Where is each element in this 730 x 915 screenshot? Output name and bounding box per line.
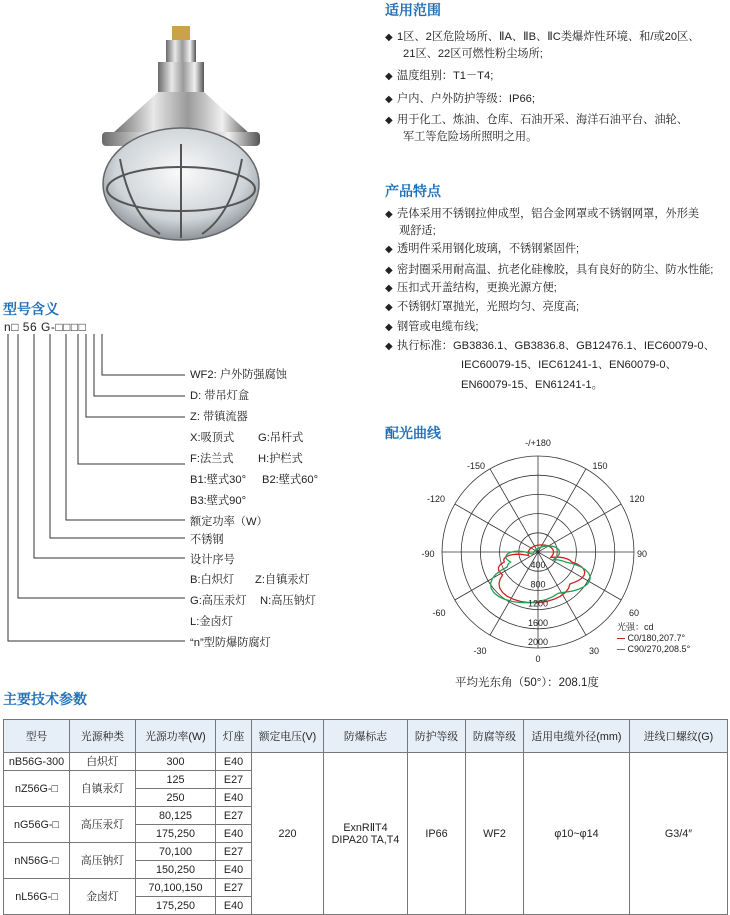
model-label-d: D: 带吊灯盒 <box>190 390 250 402</box>
angle-label: -150 <box>466 461 486 471</box>
model-title: 型号含义 <box>3 301 59 317</box>
radial-label: 2000 <box>527 637 549 647</box>
cell-source: 高压钠灯 <box>70 843 136 879</box>
feature-item-cont: 观舒适; <box>399 225 436 237</box>
feature-item-cont: IEC60079-15、IEC61241-1、EN60079-0、 <box>461 359 677 371</box>
angle-label: 120 <box>629 494 645 504</box>
model-label-f: F:法兰式 <box>190 453 234 465</box>
model-label-g: G:吊杆式 <box>258 432 304 444</box>
applicability-title: 适用范围 <box>385 2 441 18</box>
cell-base: E27 <box>216 879 252 897</box>
model-label-wf2: WF2: 户外防强腐蚀 <box>190 369 287 381</box>
curve-legend <box>617 622 690 655</box>
cell-model: nL56G-□ <box>4 879 70 915</box>
th-voltage: 额定电压(V) <box>252 720 324 753</box>
cell-anticorrosion: WF2 <box>466 753 524 915</box>
th-source: 光源种类 <box>70 720 136 753</box>
angle-label: 30 <box>588 646 600 656</box>
feature-item: ◆ 压扣式开盖结构，更换光源方便; <box>385 282 557 294</box>
cell-source: 金卤灯 <box>70 879 136 915</box>
radial-label: 1200 <box>527 598 549 609</box>
model-label-l: L:金卤灯 <box>190 616 233 628</box>
angle-label: 60 <box>628 608 640 618</box>
angle-label: -/+180 <box>525 438 551 448</box>
cell-power: 125 <box>136 771 216 789</box>
features-title: 产品特点 <box>385 183 441 199</box>
cell-source: 高压汞灯 <box>70 807 136 843</box>
cell-cable: φ10~φ14 <box>524 753 630 915</box>
model-code <box>4 320 86 334</box>
cell-base: E40 <box>216 753 252 771</box>
model-label-gg: G:高压汞灯 <box>190 595 247 607</box>
code-source: □ <box>11 320 19 334</box>
angle-label: -30 <box>473 646 487 656</box>
cell-base: E40 <box>216 861 252 879</box>
th-thread: 进线口螺纹(G) <box>630 720 728 753</box>
cell-voltage: 220 <box>252 753 324 915</box>
cell-model: nG56G-□ <box>4 807 70 843</box>
cell-protection: IP66 <box>408 753 466 915</box>
cell-base: E27 <box>216 771 252 789</box>
code-prefix: n <box>4 320 12 334</box>
cell-power: 175,250 <box>136 897 216 915</box>
applicability-item-cont: 军工等危险场所照明之用。 <box>403 131 538 143</box>
model-label-steel: 不锈钢 <box>190 534 224 546</box>
applicability-item: ◆ 户内、户外防护等级：IP66; <box>385 93 535 105</box>
applicability-item-cont: 21区、22区可燃性粉尘场所; <box>403 48 543 60</box>
cell-ex-mark <box>324 753 408 915</box>
params-title: 主要技术参数 <box>3 691 87 707</box>
model-label-x: X:吸顶式 <box>190 432 235 444</box>
feature-item: ◆ 钢管或电缆布线; <box>385 321 479 333</box>
applicability-item: ◆ 1区、2区危险场所、ⅡA、ⅡB、ⅡC类爆炸性环境、和/或20区、 <box>385 31 700 43</box>
curve-title: 配光曲线 <box>385 425 441 441</box>
model-label-h: H:护栏式 <box>258 453 303 465</box>
legend-title: 光强：cd <box>617 622 654 632</box>
cell-power: 80,125 <box>136 807 216 825</box>
table-header-row <box>4 720 728 753</box>
cell-power: 175,250 <box>136 825 216 843</box>
cell-base: E40 <box>216 825 252 843</box>
feature-item: ◆ 透明件采用钢化玻璃，不锈钢紧固件; <box>385 243 580 255</box>
model-label-type: “n”型防爆防腐灯 <box>190 637 271 649</box>
angle-label: -120 <box>426 494 446 504</box>
model-label-n: N:高压钠灯 <box>260 595 316 607</box>
legend-c90 <box>617 644 690 655</box>
cell-model: nN56G-□ <box>4 843 70 879</box>
angle-label: -90 <box>421 549 435 559</box>
feature-item: ◆ 密封圈采用耐高温、抗老化硅橡胶，具有良好的防尘、防水性能; <box>385 264 714 276</box>
model-label-z: Z: 带镇流器 <box>190 411 248 423</box>
model-label-b1: B1:壁式30° <box>190 474 247 486</box>
cell-source: 白炽灯 <box>70 753 136 771</box>
params-table <box>3 719 728 915</box>
model-label-b3: B3:壁式90° <box>190 495 247 507</box>
angle-label: -60 <box>432 608 446 618</box>
th-protection: 防护等级 <box>408 720 466 753</box>
cell-base: E40 <box>216 789 252 807</box>
lamp-image <box>100 24 310 254</box>
ex-mark-line-1: ExnRⅡT4 <box>343 822 388 834</box>
cell-power: 150,250 <box>136 861 216 879</box>
cell-power: 300 <box>136 753 216 771</box>
cell-power: 70,100 <box>136 843 216 861</box>
table-row <box>4 753 728 771</box>
cell-base: E40 <box>216 897 252 915</box>
model-lines <box>0 334 200 654</box>
cell-power: 250 <box>136 789 216 807</box>
cell-power: 70,100,150 <box>136 879 216 897</box>
code-dash: - <box>50 320 56 334</box>
angle-label: 0 <box>535 654 541 664</box>
curve-caption: 平均光东角（50°）：208.1度 <box>455 677 599 689</box>
cell-model: nZ56G-□ <box>4 771 70 807</box>
radial-label: 1600 <box>527 617 549 628</box>
legend-c0 <box>617 633 690 644</box>
feature-item: ◆ 壳体采用不锈钢拉伸成型，铝合金网罩或不锈钢网罩，外形美 <box>385 208 700 220</box>
th-base: 灯座 <box>216 720 252 753</box>
legend-c90-label: C90/270,208.5° <box>627 644 691 654</box>
radial-label: 800 <box>530 579 546 590</box>
intensity-curve <box>498 545 584 603</box>
cell-model: nB56G-300 <box>4 753 70 771</box>
cell-source: 自镇汞灯 <box>70 771 136 807</box>
code-material: G <box>40 320 51 334</box>
feature-item-cont: EN60079-15、EN61241-1。 <box>461 379 603 391</box>
model-label-b: B:白炽灯 <box>190 574 235 586</box>
model-label-serial: 设计序号 <box>190 554 235 566</box>
cell-thread: G3/4″ <box>630 753 728 915</box>
feature-item: ◆ 执行标准：GB3836.1、GB3836.8、GB12476.1、IEC60079-0、 <box>385 340 715 352</box>
applicability-item: ◆ 温度组别：T1－T4; <box>385 70 494 82</box>
legend-c0-label: C0/180,207.7° <box>627 633 686 643</box>
angle-label: 150 <box>592 461 608 471</box>
applicability-item: ◆ 用于化工、炼油、仓库、石油开采、海洋石油平台、油轮、 <box>385 114 688 126</box>
angle-label: 90 <box>636 549 648 559</box>
th-ex-mark: 防爆标志 <box>324 720 408 753</box>
ex-mark-line-2: DIPA20 TA,T4 <box>331 834 400 846</box>
radial-label: 400 <box>530 560 546 571</box>
th-model: 型号 <box>4 720 70 753</box>
th-power: 光源功率(W) <box>136 720 216 753</box>
model-label-zz: Z:自镇汞灯 <box>255 574 310 586</box>
cell-base: E27 <box>216 843 252 861</box>
cell-base: E27 <box>216 807 252 825</box>
th-anticorrosion: 防腐等级 <box>466 720 524 753</box>
model-label-power: 额定功率（W） <box>190 516 268 528</box>
th-cable: 适用电缆外径(mm) <box>524 720 630 753</box>
code-options: □□□□ <box>55 320 87 334</box>
model-label-b2: B2:壁式60° <box>262 474 319 486</box>
feature-item: ◆ 不锈钢灯罩抛光，光照均匀、亮度高; <box>385 301 580 313</box>
code-serial: 56 <box>22 320 38 334</box>
